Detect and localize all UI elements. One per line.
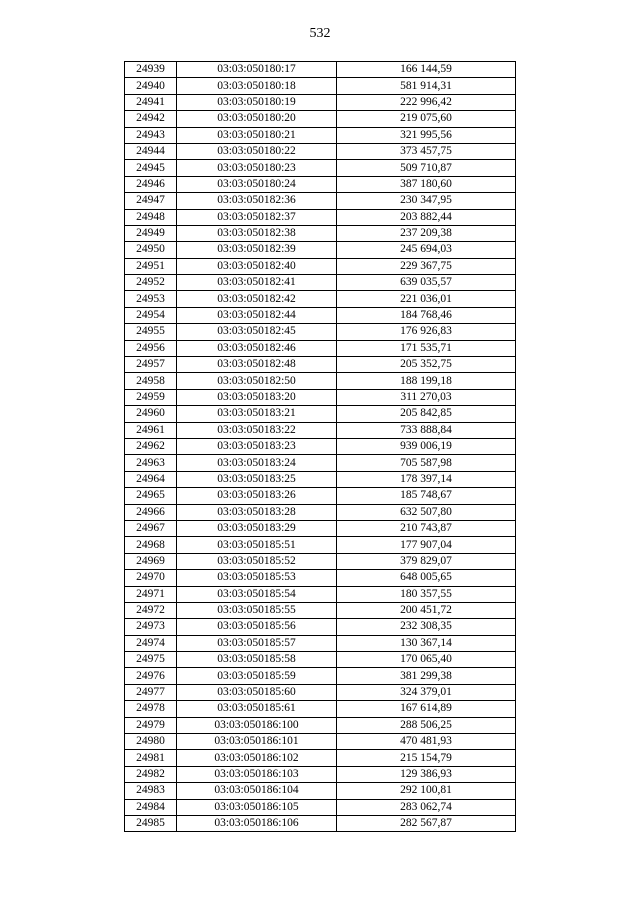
row-number-cell: 24958 — [125, 373, 177, 389]
row-number-cell: 24967 — [125, 520, 177, 536]
table-row — [125, 389, 516, 405]
value-cell: 176 926,83 — [337, 324, 516, 340]
table-row — [125, 570, 516, 586]
value-cell: 705 587,98 — [337, 455, 516, 471]
cadastral-number-cell: 03:03:050183:22 — [177, 422, 337, 438]
value-cell: 283 062,74 — [337, 799, 516, 815]
row-number-cell: 24948 — [125, 209, 177, 225]
table-row — [125, 324, 516, 340]
value-cell: 509 710,87 — [337, 160, 516, 176]
cadastral-number-cell: 03:03:050180:17 — [177, 62, 337, 78]
row-number-cell: 24955 — [125, 324, 177, 340]
value-cell: 648 005,65 — [337, 570, 516, 586]
table-row — [125, 537, 516, 553]
row-number-cell: 24970 — [125, 570, 177, 586]
cadastral-number-cell: 03:03:050180:23 — [177, 160, 337, 176]
row-number-cell: 24961 — [125, 422, 177, 438]
cadastral-number-cell: 03:03:050180:19 — [177, 94, 337, 110]
table-row — [125, 275, 516, 291]
value-cell: 200 451,72 — [337, 602, 516, 618]
cadastral-number-cell: 03:03:050183:21 — [177, 406, 337, 422]
cadastral-number-cell: 03:03:050182:40 — [177, 258, 337, 274]
value-cell: 180 357,55 — [337, 586, 516, 602]
table-row — [125, 127, 516, 143]
value-cell: 581 914,31 — [337, 78, 516, 94]
table-row — [125, 504, 516, 520]
cadastral-number-cell: 03:03:050185:52 — [177, 553, 337, 569]
value-cell: 245 694,03 — [337, 242, 516, 258]
row-number-cell: 24979 — [125, 717, 177, 733]
value-cell: 167 614,89 — [337, 701, 516, 717]
value-cell: 221 036,01 — [337, 291, 516, 307]
table-row — [125, 225, 516, 241]
table-row — [125, 783, 516, 799]
table-row — [125, 94, 516, 110]
table-row — [125, 586, 516, 602]
cadastral-number-cell: 03:03:050185:57 — [177, 635, 337, 651]
cadastral-number-cell: 03:03:050185:56 — [177, 619, 337, 635]
row-number-cell: 24963 — [125, 455, 177, 471]
row-number-cell: 24980 — [125, 734, 177, 750]
value-cell: 632 507,80 — [337, 504, 516, 520]
value-cell: 381 299,38 — [337, 668, 516, 684]
row-number-cell: 24976 — [125, 668, 177, 684]
table-row — [125, 373, 516, 389]
table-row — [125, 750, 516, 766]
cadastral-number-cell: 03:03:050186:105 — [177, 799, 337, 815]
row-number-cell: 24960 — [125, 406, 177, 422]
table-row — [125, 815, 516, 831]
page-number: 532 — [309, 26, 331, 41]
table-row — [125, 438, 516, 454]
table-row — [125, 111, 516, 127]
cadastral-number-cell: 03:03:050182:41 — [177, 275, 337, 291]
cadastral-number-cell: 03:03:050182:48 — [177, 357, 337, 373]
value-cell: 170 065,40 — [337, 652, 516, 668]
cadastral-number-cell: 03:03:050183:20 — [177, 389, 337, 405]
cadastral-number-cell: 03:03:050182:45 — [177, 324, 337, 340]
value-cell: 232 308,35 — [337, 619, 516, 635]
table-row — [125, 734, 516, 750]
row-number-cell: 24971 — [125, 586, 177, 602]
value-cell: 230 347,95 — [337, 193, 516, 209]
cadastral-number-cell: 03:03:050182:36 — [177, 193, 337, 209]
row-number-cell: 24941 — [125, 94, 177, 110]
table-row — [125, 307, 516, 323]
cadastral-number-cell: 03:03:050185:54 — [177, 586, 337, 602]
row-number-cell: 24950 — [125, 242, 177, 258]
table-row — [125, 701, 516, 717]
cadastral-number-cell: 03:03:050182:37 — [177, 209, 337, 225]
cadastral-number-cell: 03:03:050186:106 — [177, 815, 337, 831]
value-cell: 387 180,60 — [337, 176, 516, 192]
value-cell: 324 379,01 — [337, 684, 516, 700]
table-row — [125, 471, 516, 487]
row-number-cell: 24945 — [125, 160, 177, 176]
cadastral-number-cell: 03:03:050186:104 — [177, 783, 337, 799]
cadastral-number-cell: 03:03:050180:20 — [177, 111, 337, 127]
value-cell: 130 367,14 — [337, 635, 516, 651]
row-number-cell: 24962 — [125, 438, 177, 454]
value-cell: 733 888,84 — [337, 422, 516, 438]
row-number-cell: 24957 — [125, 357, 177, 373]
value-cell: 639 035,57 — [337, 275, 516, 291]
row-number-cell: 24975 — [125, 652, 177, 668]
row-number-cell: 24964 — [125, 471, 177, 487]
table-row — [125, 520, 516, 536]
row-number-cell: 24974 — [125, 635, 177, 651]
cadastral-number-cell: 03:03:050183:23 — [177, 438, 337, 454]
value-cell: 215 154,79 — [337, 750, 516, 766]
value-cell: 379 829,07 — [337, 553, 516, 569]
cadastral-number-cell: 03:03:050186:103 — [177, 766, 337, 782]
row-number-cell: 24983 — [125, 783, 177, 799]
table-row — [125, 62, 516, 78]
row-number-cell: 24973 — [125, 619, 177, 635]
cadastral-number-cell: 03:03:050183:25 — [177, 471, 337, 487]
cadastral-number-cell: 03:03:050185:59 — [177, 668, 337, 684]
row-number-cell: 24946 — [125, 176, 177, 192]
row-number-cell: 24951 — [125, 258, 177, 274]
registry-table-body — [125, 62, 516, 832]
registry-table — [124, 61, 516, 832]
table-row — [125, 143, 516, 159]
cadastral-number-cell: 03:03:050183:29 — [177, 520, 337, 536]
row-number-cell: 24947 — [125, 193, 177, 209]
row-number-cell: 24942 — [125, 111, 177, 127]
cadastral-number-cell: 03:03:050182:44 — [177, 307, 337, 323]
value-cell: 210 743,87 — [337, 520, 516, 536]
row-number-cell: 24985 — [125, 815, 177, 831]
table-row — [125, 799, 516, 815]
row-number-cell: 24956 — [125, 340, 177, 356]
row-number-cell: 24954 — [125, 307, 177, 323]
cadastral-number-cell: 03:03:050182:50 — [177, 373, 337, 389]
table-row — [125, 176, 516, 192]
row-number-cell: 24944 — [125, 143, 177, 159]
row-number-cell: 24982 — [125, 766, 177, 782]
value-cell: 237 209,38 — [337, 225, 516, 241]
value-cell: 205 842,85 — [337, 406, 516, 422]
table-row — [125, 766, 516, 782]
table-row — [125, 291, 516, 307]
cadastral-number-cell: 03:03:050183:24 — [177, 455, 337, 471]
row-number-cell: 24952 — [125, 275, 177, 291]
row-number-cell: 24968 — [125, 537, 177, 553]
row-number-cell: 24977 — [125, 684, 177, 700]
cadastral-number-cell: 03:03:050186:101 — [177, 734, 337, 750]
table-row — [125, 193, 516, 209]
row-number-cell: 24978 — [125, 701, 177, 717]
row-number-cell: 24966 — [125, 504, 177, 520]
value-cell: 205 352,75 — [337, 357, 516, 373]
cadastral-number-cell: 03:03:050180:21 — [177, 127, 337, 143]
value-cell: 373 457,75 — [337, 143, 516, 159]
table-row — [125, 668, 516, 684]
value-cell: 178 397,14 — [337, 471, 516, 487]
table-row — [125, 340, 516, 356]
cadastral-number-cell: 03:03:050182:38 — [177, 225, 337, 241]
cadastral-number-cell: 03:03:050186:100 — [177, 717, 337, 733]
cadastral-number-cell: 03:03:050186:102 — [177, 750, 337, 766]
cadastral-number-cell: 03:03:050183:28 — [177, 504, 337, 520]
value-cell: 188 199,18 — [337, 373, 516, 389]
value-cell: 219 075,60 — [337, 111, 516, 127]
table-row — [125, 78, 516, 94]
table-row — [125, 602, 516, 618]
table-row — [125, 553, 516, 569]
cadastral-number-cell: 03:03:050182:42 — [177, 291, 337, 307]
row-number-cell: 24959 — [125, 389, 177, 405]
row-number-cell: 24953 — [125, 291, 177, 307]
table-row — [125, 684, 516, 700]
cadastral-number-cell: 03:03:050183:26 — [177, 488, 337, 504]
row-number-cell: 24943 — [125, 127, 177, 143]
cadastral-number-cell: 03:03:050180:22 — [177, 143, 337, 159]
table-row — [125, 455, 516, 471]
cadastral-number-cell: 03:03:050182:46 — [177, 340, 337, 356]
table-row — [125, 357, 516, 373]
value-cell: 185 748,67 — [337, 488, 516, 504]
cadastral-number-cell: 03:03:050185:53 — [177, 570, 337, 586]
table-row — [125, 488, 516, 504]
row-number-cell: 24949 — [125, 225, 177, 241]
value-cell: 222 996,42 — [337, 94, 516, 110]
row-number-cell: 24972 — [125, 602, 177, 618]
value-cell: 171 535,71 — [337, 340, 516, 356]
row-number-cell: 24939 — [125, 62, 177, 78]
value-cell: 292 100,81 — [337, 783, 516, 799]
value-cell: 184 768,46 — [337, 307, 516, 323]
value-cell: 203 882,44 — [337, 209, 516, 225]
cadastral-number-cell: 03:03:050185:51 — [177, 537, 337, 553]
value-cell: 939 006,19 — [337, 438, 516, 454]
value-cell: 288 506,25 — [337, 717, 516, 733]
table-row — [125, 652, 516, 668]
table-row — [125, 160, 516, 176]
value-cell: 177 907,04 — [337, 537, 516, 553]
row-number-cell: 24965 — [125, 488, 177, 504]
table-row — [125, 422, 516, 438]
table-row — [125, 717, 516, 733]
cadastral-number-cell: 03:03:050185:60 — [177, 684, 337, 700]
value-cell: 470 481,93 — [337, 734, 516, 750]
table-row — [125, 242, 516, 258]
row-number-cell: 24981 — [125, 750, 177, 766]
value-cell: 311 270,03 — [337, 389, 516, 405]
cadastral-number-cell: 03:03:050185:61 — [177, 701, 337, 717]
table-row — [125, 258, 516, 274]
row-number-cell: 24940 — [125, 78, 177, 94]
row-number-cell: 24984 — [125, 799, 177, 815]
cadastral-number-cell: 03:03:050182:39 — [177, 242, 337, 258]
cadastral-number-cell: 03:03:050180:24 — [177, 176, 337, 192]
table-row — [125, 406, 516, 422]
row-number-cell: 24969 — [125, 553, 177, 569]
cadastral-number-cell: 03:03:050185:58 — [177, 652, 337, 668]
table-row — [125, 635, 516, 651]
value-cell: 282 567,87 — [337, 815, 516, 831]
value-cell: 166 144,59 — [337, 62, 516, 78]
value-cell: 129 386,93 — [337, 766, 516, 782]
value-cell: 229 367,75 — [337, 258, 516, 274]
table-row — [125, 619, 516, 635]
table-row — [125, 209, 516, 225]
value-cell: 321 995,56 — [337, 127, 516, 143]
cadastral-number-cell: 03:03:050180:18 — [177, 78, 337, 94]
cadastral-number-cell: 03:03:050185:55 — [177, 602, 337, 618]
